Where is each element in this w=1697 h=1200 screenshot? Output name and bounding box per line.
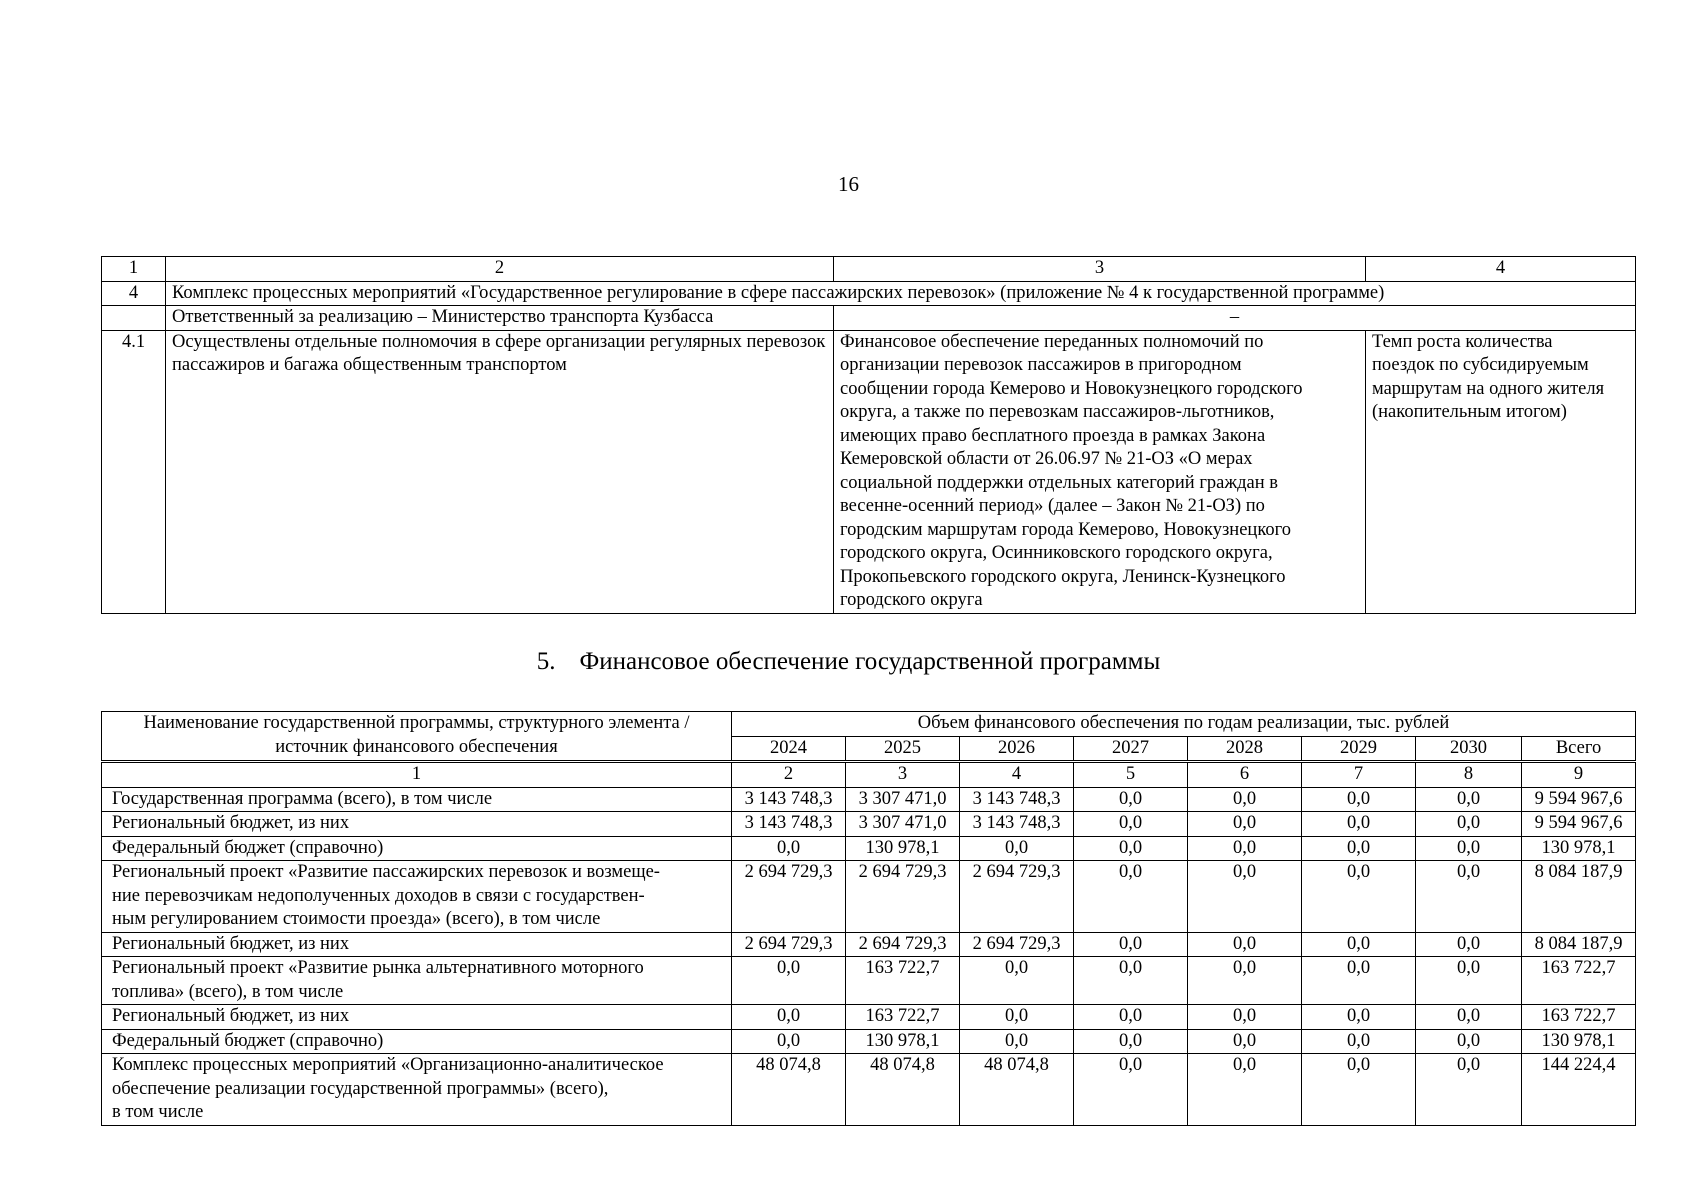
year-value: 2 694 729,3 [846,932,960,957]
text-line: поездок по субсидируемым [1372,355,1589,375]
row-name-line: обеспечение реализации государственной программы» (всего), [112,1078,609,1099]
row-name-line: Региональный бюджет, из них [112,1006,350,1026]
column-index: 2 [166,257,834,282]
year-value: 2 694 729,3 [960,932,1074,957]
year-value: 0,0 [1416,812,1522,837]
table-row [102,812,1636,837]
text-line: маршрутам на одного жителя [1372,378,1605,399]
year-value: 130 978,1 [846,1029,960,1054]
row-name [102,1029,732,1054]
empty-cell [102,306,166,331]
text-line: городского округа, Осинниковского городского округа, [840,543,1273,563]
year-value: 3 143 748,3 [960,812,1074,837]
year-value: 0,0 [1188,1054,1302,1126]
text-line: Темп роста количества [1372,331,1553,352]
column-index: 5 [1074,762,1188,788]
row-name-line: топлива» (всего), в том числе [112,981,344,1002]
year-value: 48 074,8 [960,1054,1074,1126]
total-header: Всего [1522,736,1636,762]
year-value: 0,0 [1416,1005,1522,1030]
year-value: 0,0 [1074,1005,1188,1030]
year-value: 0,0 [1416,861,1522,933]
year-value: 0,0 [1188,957,1302,1005]
year-header: 2028 [1188,736,1302,762]
task-description: Осуществлены отдельные полномочия в сфере организации регулярных перевозок пассажиров и багажа общественным транспортом [166,330,834,613]
year-value: 0,0 [1074,932,1188,957]
year-value: 0,0 [1302,932,1416,957]
section-heading [0,646,1697,678]
row-name-line: ние перевозчикам недополученных доходов в связи с государствен- [112,885,645,906]
section-heading-title: Финансовое обеспечение государственной программы [579,648,1161,675]
year-value: 0,0 [1302,812,1416,837]
table-header-row [102,257,1636,282]
table-row [102,787,1636,812]
row-name [102,861,732,933]
section-number: 4 [102,281,166,306]
total-value: 144 224,4 [1522,1054,1636,1126]
row-name-line: Федеральный бюджет (справочно) [112,1030,384,1051]
row-name-line: Региональный бюджет, из них [112,813,350,833]
text-line: (накопительным итогом) [1372,402,1567,422]
year-value: 0,0 [1302,1005,1416,1030]
year-value: 0,0 [1416,787,1522,812]
year-header: 2026 [960,736,1074,762]
year-value: 0,0 [1416,1029,1522,1054]
year-value: 0,0 [1074,787,1188,812]
name-column-header [102,712,732,762]
total-value: 9 594 967,6 [1522,812,1636,837]
section-title: Комплекс процессных мероприятий «Государственное регулирование в сфере пассажирских перевозок» (приложение № 4 к государственной программе) [166,281,1636,306]
row-name-line: Региональный проект «Развитие пассажирских перевозок и возмеще- [112,862,660,882]
total-value: 163 722,7 [1522,1005,1636,1030]
year-value: 0,0 [960,1005,1074,1030]
total-value: 130 978,1 [1522,836,1636,861]
year-value: 0,0 [1416,836,1522,861]
column-index: 1 [102,762,732,788]
year-value: 0,0 [1302,787,1416,812]
year-value: 163 722,7 [846,957,960,1005]
table-row [102,957,1636,1005]
text-line: Финансовое обеспечение переданных полномочий по [840,331,1264,352]
row-name-line: Федеральный бюджет (справочно) [112,837,384,858]
responsible-value: – [834,306,1636,331]
table-row [102,836,1636,861]
text-line: Кемеровской области от 26.06.97 № 21-ОЗ «О мерах [840,449,1253,469]
responsible-label: Ответственный за реализацию – Министерство транспорта Кузбасса [166,306,834,331]
column-index: 9 [1522,762,1636,788]
row-name-line: Региональный проект «Развитие рынка альтернативного моторного [112,958,644,978]
year-value: 0,0 [1416,957,1522,1005]
text-line: городского округа [840,590,983,610]
column-index: 7 [1302,762,1416,788]
table-header-row [102,712,1636,737]
year-header: 2029 [1302,736,1416,762]
section-row [102,281,1636,306]
table-row [102,1005,1636,1030]
text-line: имеющих право бесплатного проезда в рамках Закона [840,425,1266,446]
text-line: социальной поддержки отдельных категорий граждан в [840,472,1279,493]
year-value: 3 307 471,0 [846,787,960,812]
header-line: Наименование государственной программы, структурного элемента / [143,713,690,733]
program-structure-table [101,256,1636,614]
year-value: 0,0 [1302,1054,1416,1126]
column-index: 4 [960,762,1074,788]
total-value: 163 722,7 [1522,957,1636,1005]
text-line: весенне-осенний период» (далее – Закон № 21-ОЗ) по [840,496,1265,516]
year-value: 48 074,8 [846,1054,960,1126]
year-value: 0,0 [732,1029,846,1054]
year-header: 2024 [732,736,846,762]
volume-column-header: Объем финансового обеспечения по годам реализации, тыс. рублей [732,712,1636,737]
year-value: 0,0 [1302,957,1416,1005]
row-name [102,787,732,812]
column-index: 4 [1366,257,1636,282]
row-name-line: Комплекс процессных мероприятий «Организационно-аналитическое [112,1055,664,1075]
year-value: 0,0 [732,1005,846,1030]
text-line: Прокопьевского городского округа, Ленинск-Кузнецкого [840,566,1286,587]
financing-table [101,711,1636,1126]
year-value: 0,0 [960,957,1074,1005]
column-index: 3 [834,257,1366,282]
table-row [102,932,1636,957]
year-header: 2025 [846,736,960,762]
column-index: 1 [102,257,166,282]
year-value: 0,0 [1188,812,1302,837]
indicator [1366,330,1636,613]
total-value: 130 978,1 [1522,1029,1636,1054]
year-value: 3 143 748,3 [960,787,1074,812]
table-row [102,330,1636,613]
row-name-line: ным регулированием стоимости проезда» (всего), в том числе [112,909,601,929]
row-name [102,957,732,1005]
year-value: 0,0 [1188,1029,1302,1054]
year-value: 0,0 [1188,861,1302,933]
header-line: источник финансового обеспечения [275,736,558,757]
year-value: 2 694 729,3 [846,861,960,933]
year-value: 48 074,8 [732,1054,846,1126]
total-value: 8 084 187,9 [1522,932,1636,957]
row-number: 4.1 [102,330,166,613]
year-value: 0,0 [732,836,846,861]
row-name [102,1005,732,1030]
year-value: 3 143 748,3 [732,812,846,837]
year-value: 0,0 [1074,861,1188,933]
year-value: 0,0 [1416,932,1522,957]
year-value: 0,0 [1074,1029,1188,1054]
year-value: 2 694 729,3 [960,861,1074,933]
table-row [102,861,1636,933]
row-name-line: в том числе [112,1102,204,1122]
row-name-line: Региональный бюджет, из них [112,933,350,954]
year-value: 0,0 [1302,861,1416,933]
year-value: 0,0 [1074,836,1188,861]
year-value: 0,0 [1074,812,1188,837]
year-value: 0,0 [960,836,1074,861]
year-value: 0,0 [1188,932,1302,957]
row-name-line: Государственная программа (всего), в том числе [112,788,493,809]
page-number: 16 [838,172,859,196]
row-name [102,932,732,957]
row-name [102,836,732,861]
year-header: 2027 [1074,736,1188,762]
responsible-row [102,306,1636,331]
year-value: 3 307 471,0 [846,812,960,837]
task-characteristics [834,330,1366,613]
total-value: 9 594 967,6 [1522,787,1636,812]
row-name [102,1054,732,1126]
year-value: 0,0 [1302,836,1416,861]
year-value: 0,0 [1302,1029,1416,1054]
table-row [102,1029,1636,1054]
year-value: 0,0 [1188,787,1302,812]
table-row [102,1054,1636,1126]
text-line: округа, а также по перевозкам пассажиров-льготников, [840,402,1275,422]
year-value: 0,0 [732,957,846,1005]
year-value: 163 722,7 [846,1005,960,1030]
section-heading-number: 5. [536,648,556,675]
text-line: сообщении города Кемерово и Новокузнецкого городского [840,378,1303,399]
year-value: 2 694 729,3 [732,861,846,933]
year-value: 0,0 [1416,1054,1522,1126]
year-header: 2030 [1416,736,1522,762]
column-index: 3 [846,762,960,788]
total-value: 8 084 187,9 [1522,861,1636,933]
column-index: 6 [1188,762,1302,788]
text-line: городским маршрутам города Кемерово, Новокузнецкого [840,519,1291,540]
column-index: 2 [732,762,846,788]
year-value: 0,0 [960,1029,1074,1054]
year-value: 3 143 748,3 [732,787,846,812]
year-value: 0,0 [1074,957,1188,1005]
financing-table-body [102,787,1636,1125]
year-value: 2 694 729,3 [732,932,846,957]
year-value: 0,0 [1188,1005,1302,1030]
year-value: 0,0 [1074,1054,1188,1126]
column-index-row [102,762,1636,788]
row-name [102,812,732,837]
year-value: 0,0 [1188,836,1302,861]
text-line: организации перевозок пассажиров в пригородном [840,355,1242,375]
column-index: 8 [1416,762,1522,788]
year-value: 130 978,1 [846,836,960,861]
